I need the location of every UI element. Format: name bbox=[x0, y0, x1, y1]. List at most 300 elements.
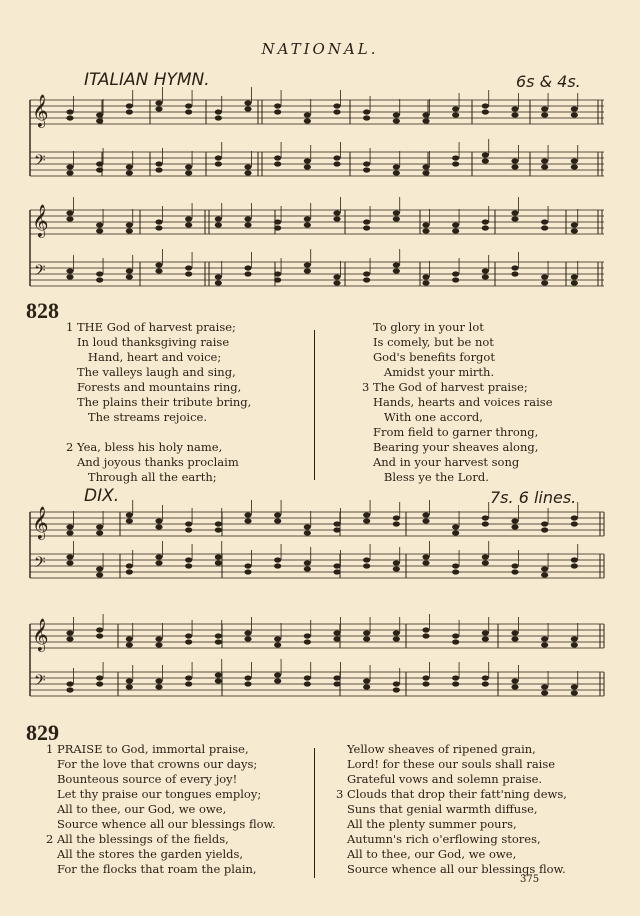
note-head bbox=[185, 109, 192, 114]
note-head bbox=[244, 681, 251, 686]
note-head bbox=[363, 557, 370, 562]
note-head bbox=[66, 687, 73, 692]
bass-clef-icon: 𝄢 bbox=[34, 152, 46, 173]
note-head bbox=[96, 271, 103, 276]
hymn-828-column-2 bbox=[362, 320, 553, 485]
note-head bbox=[304, 262, 311, 267]
note-head bbox=[482, 219, 489, 224]
note-head bbox=[126, 642, 133, 647]
note-head bbox=[511, 524, 518, 529]
note-head bbox=[126, 222, 133, 227]
note-head bbox=[215, 527, 222, 532]
lyric-line bbox=[66, 425, 251, 440]
note-head bbox=[393, 164, 400, 169]
note-head bbox=[185, 222, 192, 227]
treble-clef-icon: 𝄞 bbox=[32, 204, 49, 237]
note-head bbox=[126, 636, 133, 641]
note-head bbox=[66, 216, 73, 221]
note-head bbox=[511, 265, 518, 270]
note-head bbox=[126, 268, 133, 273]
note-head bbox=[511, 112, 518, 117]
note-head bbox=[126, 512, 133, 517]
note-head bbox=[96, 222, 103, 227]
note-head bbox=[422, 512, 429, 517]
note-head bbox=[363, 512, 370, 517]
note-head bbox=[155, 518, 162, 523]
tune-name-dix: DIX. bbox=[84, 486, 120, 506]
note-head bbox=[304, 112, 311, 117]
note-head bbox=[66, 268, 73, 273]
note-head bbox=[333, 563, 340, 568]
note-head bbox=[393, 216, 400, 221]
note-head bbox=[304, 530, 311, 535]
note-head bbox=[333, 109, 340, 114]
note-head bbox=[274, 277, 281, 282]
lyric-line: Through all the earth; bbox=[66, 470, 217, 484]
note-head bbox=[274, 518, 281, 523]
note-head bbox=[185, 633, 192, 638]
note-head bbox=[304, 268, 311, 273]
note-head bbox=[126, 109, 133, 114]
note-head bbox=[274, 557, 281, 562]
note-head bbox=[155, 678, 162, 683]
note-head bbox=[393, 262, 400, 267]
note-head bbox=[274, 219, 281, 224]
lyric-line: The streams rejoice. bbox=[66, 410, 207, 424]
note-head bbox=[393, 560, 400, 565]
note-head bbox=[363, 518, 370, 523]
note-head bbox=[541, 164, 548, 169]
tune-meter-dix: 7s. 6 lines. bbox=[490, 488, 577, 507]
note-head bbox=[452, 277, 459, 282]
note-head bbox=[304, 675, 311, 680]
note-head bbox=[482, 274, 489, 279]
note-head bbox=[511, 158, 518, 163]
note-head bbox=[155, 560, 162, 565]
note-head bbox=[541, 225, 548, 230]
note-head bbox=[482, 109, 489, 114]
note-head bbox=[482, 675, 489, 680]
note-head bbox=[215, 554, 222, 559]
note-head bbox=[571, 164, 578, 169]
note-head bbox=[304, 158, 311, 163]
lyric-line: God's benefits forgot bbox=[362, 350, 495, 364]
note-head bbox=[452, 161, 459, 166]
note-head bbox=[482, 515, 489, 520]
note-head bbox=[333, 216, 340, 221]
section-title: NATIONAL. bbox=[261, 40, 379, 58]
note-head bbox=[274, 271, 281, 276]
note-head bbox=[96, 228, 103, 233]
note-head bbox=[511, 106, 518, 111]
lyric-line: For the flocks that roam the plain, bbox=[46, 862, 257, 876]
note-head bbox=[96, 167, 103, 172]
note-head bbox=[511, 518, 518, 523]
note-head bbox=[66, 274, 73, 279]
lyric-line: 2 Yea, bless his holy name, bbox=[66, 440, 223, 454]
lyric-line: In loud thanksgiving raise bbox=[66, 335, 230, 349]
note-head bbox=[541, 636, 548, 641]
lyric-line: And in your harvest song bbox=[362, 455, 520, 469]
note-head bbox=[541, 219, 548, 224]
lyric-line: Bearing your sheaves along, bbox=[362, 440, 539, 454]
note-head bbox=[511, 210, 518, 215]
music-score-dix bbox=[0, 500, 640, 720]
note-head bbox=[452, 106, 459, 111]
note-head bbox=[333, 280, 340, 285]
tune-name-italian-hymn: ITALIAN HYMN. bbox=[84, 70, 210, 90]
lyric-line: 2 All the blessings of the fields, bbox=[46, 832, 229, 846]
note-head bbox=[304, 639, 311, 644]
note-head bbox=[333, 161, 340, 166]
note-head bbox=[511, 271, 518, 276]
note-head bbox=[541, 106, 548, 111]
note-head bbox=[363, 636, 370, 641]
note-head bbox=[393, 636, 400, 641]
note-head bbox=[363, 563, 370, 568]
note-head bbox=[155, 167, 162, 172]
note-head bbox=[333, 681, 340, 686]
note-head bbox=[185, 527, 192, 532]
note-head bbox=[274, 109, 281, 114]
note-head bbox=[215, 274, 222, 279]
note-head bbox=[541, 158, 548, 163]
note-head bbox=[541, 684, 548, 689]
note-head bbox=[304, 566, 311, 571]
lyric-line: With one accord, bbox=[362, 410, 483, 424]
note-head bbox=[96, 572, 103, 577]
lyric-line: 1 THE God of harvest praise; bbox=[66, 320, 236, 334]
note-head bbox=[393, 681, 400, 686]
note-head bbox=[96, 530, 103, 535]
note-head bbox=[511, 636, 518, 641]
note-head bbox=[155, 684, 162, 689]
note-head bbox=[541, 642, 548, 647]
note-head bbox=[571, 521, 578, 526]
music-score-italian-hymn bbox=[0, 0, 640, 300]
note-head bbox=[304, 118, 311, 123]
lyric-line: Lord! for these our souls shall raise bbox=[336, 757, 556, 771]
note-head bbox=[422, 274, 429, 279]
note-head bbox=[215, 521, 222, 526]
note-head bbox=[571, 106, 578, 111]
note-head bbox=[511, 678, 518, 683]
note-head bbox=[363, 678, 370, 683]
lyric-line: Autumn's rich o'erflowing stores, bbox=[336, 832, 541, 846]
lyric-line: For the love that crowns our days; bbox=[46, 757, 258, 771]
note-head bbox=[274, 678, 281, 683]
note-head bbox=[452, 675, 459, 680]
hymn-number: 829 bbox=[26, 720, 59, 745]
lyric-line: And joyous thanks proclaim bbox=[66, 455, 239, 469]
note-head bbox=[304, 216, 311, 221]
note-head bbox=[422, 164, 429, 169]
note-head bbox=[541, 274, 548, 279]
note-head bbox=[155, 225, 162, 230]
note-head bbox=[482, 636, 489, 641]
note-head bbox=[333, 103, 340, 108]
note-head bbox=[422, 280, 429, 285]
hymn-829-column-2 bbox=[336, 742, 567, 877]
note-head bbox=[363, 109, 370, 114]
note-head bbox=[571, 563, 578, 568]
note-head bbox=[274, 155, 281, 160]
note-head bbox=[541, 690, 548, 695]
lyric-line: Source whence all our blessings flow. bbox=[46, 817, 276, 831]
note-head bbox=[452, 569, 459, 574]
note-head bbox=[244, 170, 251, 175]
lyric-line: Grateful vows and solemn praise. bbox=[336, 772, 543, 786]
note-head bbox=[126, 228, 133, 233]
note-head bbox=[304, 222, 311, 227]
note-head bbox=[185, 265, 192, 270]
note-head bbox=[66, 554, 73, 559]
note-head bbox=[482, 268, 489, 273]
note-head bbox=[66, 560, 73, 565]
note-head bbox=[571, 280, 578, 285]
note-head bbox=[244, 512, 251, 517]
note-head bbox=[393, 112, 400, 117]
note-head bbox=[304, 633, 311, 638]
note-head bbox=[244, 636, 251, 641]
note-head bbox=[66, 109, 73, 114]
note-head bbox=[185, 521, 192, 526]
note-head bbox=[244, 106, 251, 111]
note-head bbox=[304, 681, 311, 686]
note-head bbox=[155, 161, 162, 166]
note-head bbox=[422, 560, 429, 565]
note-head bbox=[244, 222, 251, 227]
note-head bbox=[66, 210, 73, 215]
note-head bbox=[422, 681, 429, 686]
note-head bbox=[571, 112, 578, 117]
note-head bbox=[571, 228, 578, 233]
note-head bbox=[66, 170, 73, 175]
note-head bbox=[393, 210, 400, 215]
lyric-line: All to thee, our God, we owe, bbox=[336, 847, 517, 861]
lyric-line: Is comely, but be not bbox=[362, 335, 494, 349]
note-head bbox=[482, 554, 489, 559]
note-head bbox=[215, 633, 222, 638]
note-head bbox=[185, 675, 192, 680]
note-head bbox=[482, 560, 489, 565]
note-head bbox=[333, 569, 340, 574]
lyric-line: Yellow sheaves of ripened grain, bbox=[336, 742, 536, 756]
lyric-line: All to thee, our God, we owe, bbox=[46, 802, 227, 816]
note-head bbox=[422, 228, 429, 233]
note-head bbox=[333, 155, 340, 160]
note-head bbox=[482, 152, 489, 157]
note-head bbox=[333, 527, 340, 532]
note-head bbox=[185, 639, 192, 644]
note-head bbox=[422, 222, 429, 227]
lyric-line: To glory in your lot bbox=[362, 320, 484, 334]
note-head bbox=[393, 515, 400, 520]
note-head bbox=[244, 518, 251, 523]
note-head bbox=[244, 271, 251, 276]
note-head bbox=[185, 681, 192, 686]
note-head bbox=[363, 115, 370, 120]
note-head bbox=[185, 271, 192, 276]
note-head bbox=[422, 675, 429, 680]
lyric-line: Bounteous source of every joy! bbox=[46, 772, 238, 786]
note-head bbox=[452, 633, 459, 638]
note-head bbox=[452, 639, 459, 644]
note-head bbox=[571, 515, 578, 520]
note-head bbox=[215, 280, 222, 285]
note-head bbox=[452, 271, 459, 276]
hymn-number: 828 bbox=[26, 298, 59, 323]
note-head bbox=[393, 118, 400, 123]
note-head bbox=[66, 630, 73, 635]
note-head bbox=[452, 228, 459, 233]
note-head bbox=[363, 219, 370, 224]
note-head bbox=[333, 675, 340, 680]
note-head bbox=[96, 277, 103, 282]
note-head bbox=[571, 690, 578, 695]
note-head bbox=[215, 222, 222, 227]
note-head bbox=[215, 560, 222, 565]
note-head bbox=[155, 554, 162, 559]
note-head bbox=[452, 530, 459, 535]
note-head bbox=[482, 225, 489, 230]
hymn-828-column-1 bbox=[66, 320, 251, 485]
note-head bbox=[304, 524, 311, 529]
note-head bbox=[571, 684, 578, 689]
note-head bbox=[66, 164, 73, 169]
note-head bbox=[363, 161, 370, 166]
note-head bbox=[185, 170, 192, 175]
note-head bbox=[126, 569, 133, 574]
note-head bbox=[333, 630, 340, 635]
note-head bbox=[333, 636, 340, 641]
note-head bbox=[422, 627, 429, 632]
note-head bbox=[333, 521, 340, 526]
note-head bbox=[333, 210, 340, 215]
note-head bbox=[571, 636, 578, 641]
note-head bbox=[126, 170, 133, 175]
note-head bbox=[541, 572, 548, 577]
note-head bbox=[363, 684, 370, 689]
note-head bbox=[571, 158, 578, 163]
note-head bbox=[571, 642, 578, 647]
note-head bbox=[422, 518, 429, 523]
note-head bbox=[541, 527, 548, 532]
note-head bbox=[185, 563, 192, 568]
note-head bbox=[393, 268, 400, 273]
lyric-line: All the stores the garden yields, bbox=[46, 847, 244, 861]
note-head bbox=[96, 633, 103, 638]
note-head bbox=[155, 268, 162, 273]
note-head bbox=[452, 524, 459, 529]
note-head bbox=[363, 225, 370, 230]
page-number: 375 bbox=[520, 874, 540, 885]
note-head bbox=[215, 109, 222, 114]
note-head bbox=[244, 265, 251, 270]
note-head bbox=[393, 566, 400, 571]
note-head bbox=[96, 675, 103, 680]
lyric-line: Source whence all our blessings flow. bbox=[336, 862, 566, 876]
note-head bbox=[333, 274, 340, 279]
lyric-line: Hands, hearts and voices raise bbox=[362, 395, 553, 409]
tune-meter-italian-hymn: 6s & 4s. bbox=[516, 72, 581, 91]
note-head bbox=[482, 681, 489, 686]
note-head bbox=[96, 627, 103, 632]
note-head bbox=[363, 277, 370, 282]
note-head bbox=[482, 103, 489, 108]
note-head bbox=[422, 170, 429, 175]
note-head bbox=[215, 216, 222, 221]
note-head bbox=[393, 170, 400, 175]
note-head bbox=[274, 161, 281, 166]
note-head bbox=[274, 225, 281, 230]
note-head bbox=[304, 560, 311, 565]
note-head bbox=[66, 115, 73, 120]
note-head bbox=[96, 161, 103, 166]
note-head bbox=[363, 630, 370, 635]
note-head bbox=[244, 216, 251, 221]
column-divider bbox=[314, 330, 315, 480]
bass-clef-icon: 𝄢 bbox=[34, 672, 46, 693]
note-head bbox=[96, 118, 103, 123]
note-head bbox=[393, 687, 400, 692]
note-head bbox=[244, 630, 251, 635]
note-head bbox=[126, 678, 133, 683]
note-head bbox=[155, 642, 162, 647]
note-head bbox=[155, 636, 162, 641]
note-head bbox=[185, 103, 192, 108]
lyric-line: 3 The God of harvest praise; bbox=[362, 380, 528, 394]
bass-clef-icon: 𝄢 bbox=[34, 262, 46, 283]
note-head bbox=[155, 106, 162, 111]
note-head bbox=[482, 630, 489, 635]
note-head bbox=[274, 636, 281, 641]
treble-clef-icon: 𝄞 bbox=[32, 94, 49, 127]
note-head bbox=[511, 216, 518, 221]
note-head bbox=[541, 521, 548, 526]
lyric-line: Let thy praise our tongues employ; bbox=[46, 787, 262, 801]
note-head bbox=[422, 112, 429, 117]
lyric-line: The valleys laugh and sing, bbox=[66, 365, 236, 379]
note-head bbox=[185, 216, 192, 221]
note-head bbox=[511, 630, 518, 635]
note-head bbox=[571, 557, 578, 562]
note-head bbox=[215, 639, 222, 644]
hymn-829-column-1 bbox=[46, 742, 276, 877]
note-head bbox=[215, 672, 222, 677]
note-head bbox=[126, 274, 133, 279]
note-head bbox=[66, 530, 73, 535]
note-head bbox=[274, 672, 281, 677]
note-head bbox=[363, 167, 370, 172]
note-head bbox=[244, 569, 251, 574]
note-head bbox=[511, 569, 518, 574]
note-head bbox=[422, 633, 429, 638]
note-head bbox=[126, 164, 133, 169]
note-head bbox=[452, 222, 459, 227]
note-head bbox=[541, 112, 548, 117]
note-head bbox=[422, 554, 429, 559]
note-head bbox=[422, 118, 429, 123]
lyric-line: All the plenty summer pours, bbox=[336, 817, 517, 831]
note-head bbox=[215, 155, 222, 160]
lyric-line: Bless ye the Lord. bbox=[362, 470, 489, 484]
note-head bbox=[274, 512, 281, 517]
note-head bbox=[96, 681, 103, 686]
note-head bbox=[541, 280, 548, 285]
note-head bbox=[244, 164, 251, 169]
note-head bbox=[66, 524, 73, 529]
